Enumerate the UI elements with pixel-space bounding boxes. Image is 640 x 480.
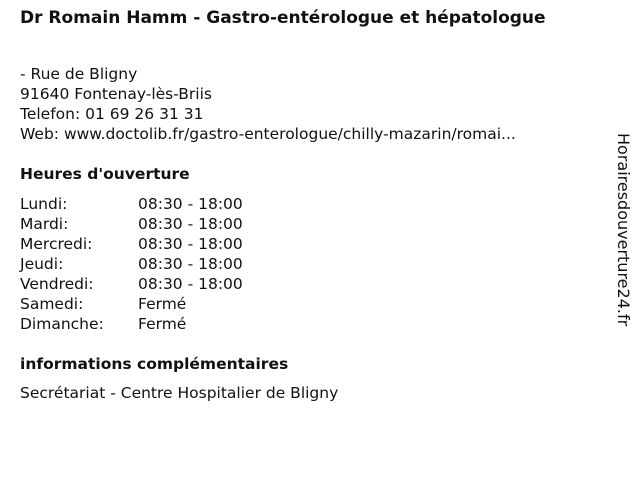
site-brand-watermark: Horairesdouverture24.fr — [614, 133, 633, 327]
day-hours: 08:30 - 18:00 — [138, 215, 243, 233]
address-city: 91640 Fontenay-lès-Briis — [20, 85, 212, 103]
additional-info-text: Secrétariat - Centre Hospitalier de Bligny — [20, 384, 339, 402]
opening-hours-heading: Heures d'ouverture — [20, 165, 190, 183]
address-street: - Rue de Bligny — [20, 65, 138, 83]
day-hours: Fermé — [138, 295, 187, 313]
day-label: Jeudi: — [20, 255, 64, 273]
day-hours: 08:30 - 18:00 — [138, 235, 243, 253]
day-hours: 08:30 - 18:00 — [138, 255, 243, 273]
day-label: Vendredi: — [20, 275, 94, 293]
day-label: Lundi: — [20, 195, 68, 213]
day-label: Dimanche: — [20, 315, 104, 333]
website-link: Web: www.doctolib.fr/gastro-enterologue/chilly-mazarin/romai... — [20, 125, 516, 143]
day-label: Mardi: — [20, 215, 69, 233]
address-block — [20, 64, 516, 144]
day-hours: 08:30 - 18:00 — [138, 195, 243, 213]
day-label: Samedi: — [20, 295, 84, 313]
phone-number: Telefon: 01 69 26 31 31 — [20, 105, 204, 123]
day-hours: 08:30 - 18:00 — [138, 275, 243, 293]
page-title: Dr Romain Hamm - Gastro-entérologue et hépatologue — [20, 8, 546, 28]
day-label: Mercredi: — [20, 235, 93, 253]
day-hours: Fermé — [138, 315, 187, 333]
additional-info-heading: informations complémentaires — [20, 355, 289, 373]
